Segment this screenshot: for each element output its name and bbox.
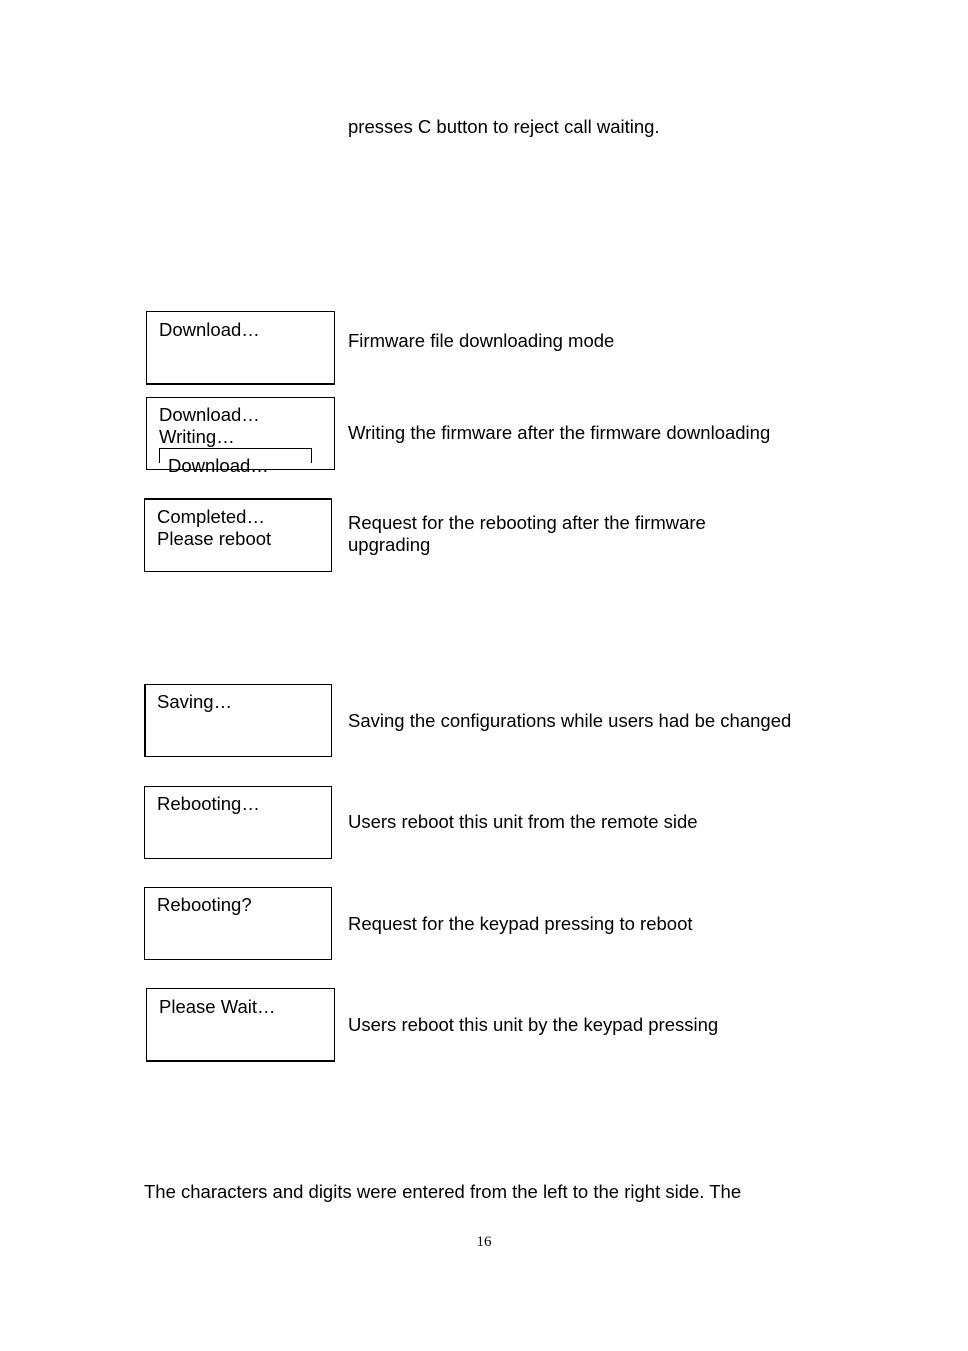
lcd-line: Completed… [157,506,265,527]
status-description: Users reboot this unit from the remote side [348,811,698,832]
status-description: Request for the keypad pressing to reboot [348,913,693,934]
clipped-inner-box [159,448,312,476]
lcd-display [144,786,332,859]
body-text: The characters and digits were entered from the left to the right side. The [144,1181,742,1202]
status-description: Request for the rebooting after the firmware [348,512,706,533]
lcd-display [146,988,335,1062]
lcd-display [146,397,335,476]
lcd-line: Please reboot [157,528,272,549]
lcd-display [144,887,332,960]
status-description: upgrading [348,534,431,555]
lcd-line: Download… [159,319,260,340]
lcd-line: Writing… [159,426,235,447]
lcd-display [144,684,332,757]
status-description: Firmware file downloading mode [348,330,615,351]
status-description: Users reboot this unit by the keypad pressing [348,1014,719,1035]
lcd-line: Rebooting? [157,894,252,915]
page-number: 16 [476,1234,492,1250]
lcd-line: Saving… [157,691,233,712]
lcd-line: Please Wait… [159,996,276,1017]
status-description: Saving the configurations while users had be changed [348,710,792,731]
status-description: Writing the firmware after the firmware downloading [348,422,771,443]
lcd-display [146,311,335,385]
lcd-line: Rebooting… [157,793,260,814]
lcd-display [144,498,332,572]
clipped-text: Download… [168,455,269,476]
lcd-line: Download… [159,404,260,425]
intro-text: presses C button to reject call waiting. [348,116,660,137]
